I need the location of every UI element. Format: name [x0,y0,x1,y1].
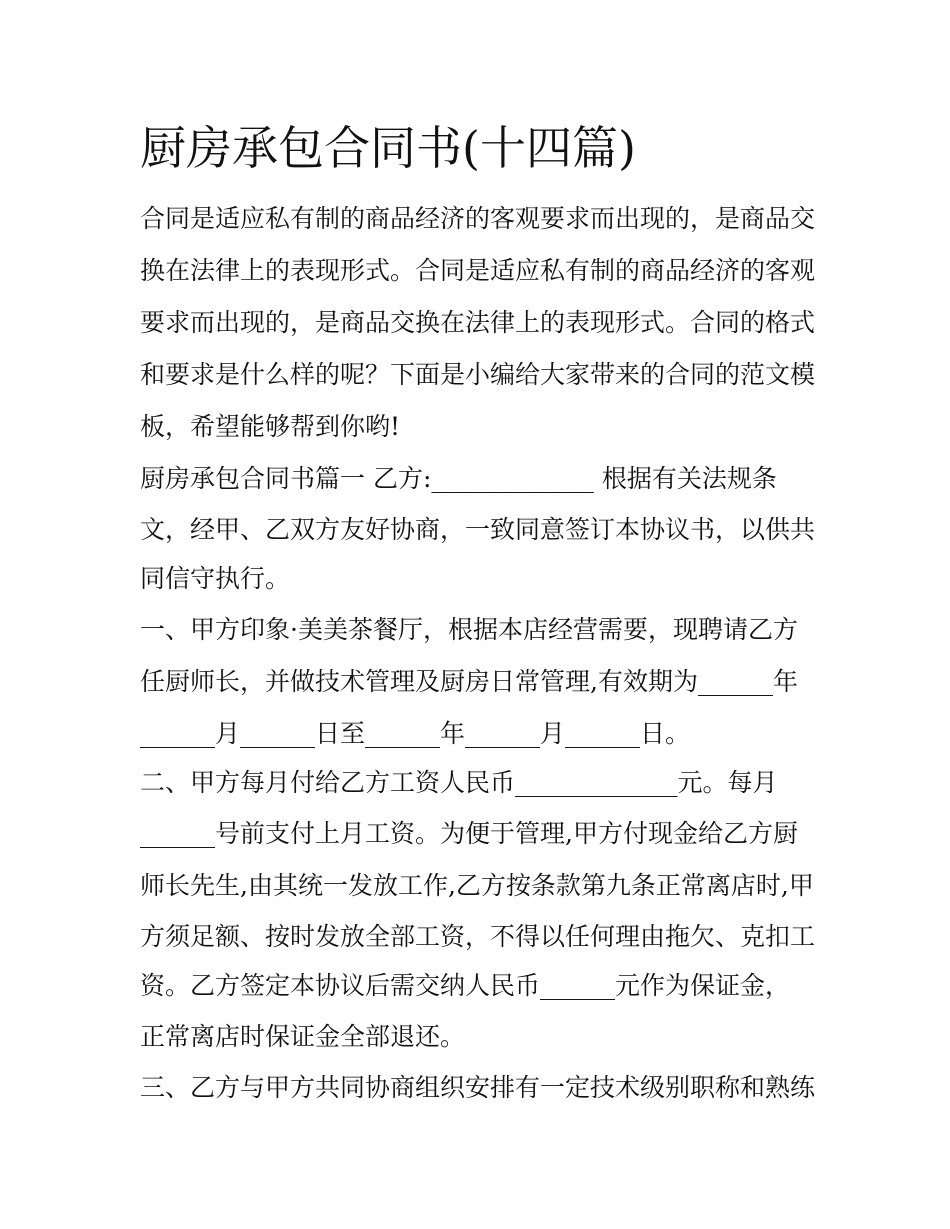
body-line: 换在法律上的表现形式。合同是适应私有制的商品经济的客观 [140,256,816,285]
body-line: 和要求是什么样的呢？下面是小编给大家带来的合同的范文模 [140,360,816,389]
body-line: 二、甲方每月付给乙方工资人民币_____________元。每月 [140,768,778,797]
body-line: 三、乙方与甲方共同协商组织安排有一定技术级别职称和熟练 [140,1073,816,1102]
body-line: ______月______日至______年______月______日。 [140,719,691,748]
body-line: 合同是适应私有制的商品经济的客观要求而出现的，是商品交 [140,204,816,233]
body-line: ______号前支付上月工资。为便于管理,甲方付现金给乙方厨 [140,819,798,848]
body-line: 任厨师长，并做技术管理及厨房日常管理,有效期为______年 [140,667,798,696]
body-line: 板，希望能够帮到你哟! [140,412,401,441]
body-line: 一、甲方印象·美美茶餐厅，根据本店经营需要，现聘请乙方 [140,615,798,644]
body-line: 同信守执行。 [140,564,291,593]
body-line: 师长先生,由其统一发放工作,乙方按条款第九条正常离店时,甲 [140,871,814,900]
body-line: 要求而出现的，是商品交换在法律上的表现形式。合同的格式 [140,308,816,337]
body-line: 正常离店时保证金全部退还。 [140,1022,466,1051]
body-line: 方须足额、按时发放全部工资，不得以任何理由拖欠、克扣工 [140,922,816,951]
body-line: 文，经甲、乙双方友好协商，一致同意签订本协议书，以供共 [140,515,816,544]
body-line: 资。乙方签定本协议后需交纳人民币______元作为保证金， [140,971,791,1000]
document-title: 厨房承包合同书(十四篇) [140,121,636,175]
body-line: 厨房承包合同书篇一 乙方:_____________ 根据有关法规条 [140,464,777,493]
